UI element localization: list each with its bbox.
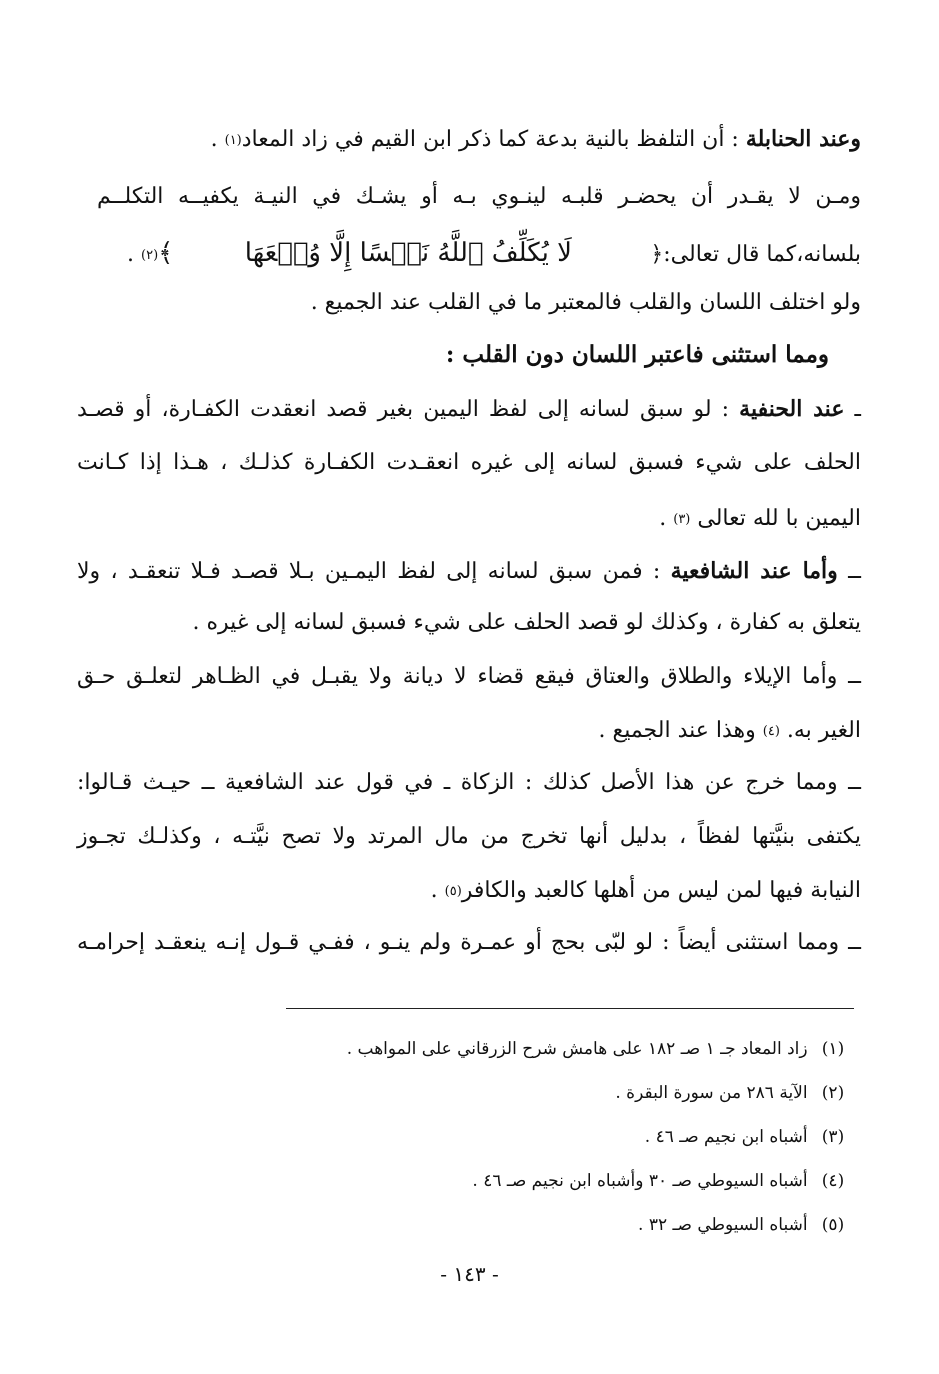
footnote-ref-2: (٢) [141, 248, 159, 263]
footnote-3-text: أشباه ابن نجيم صـ ٤٦ . [644, 1127, 808, 1147]
paragraph-zakat-line1 [77, 766, 861, 800]
hanbali-label: وعند الحنابلة [745, 126, 861, 152]
paragraph-zakat-line2 [77, 820, 861, 854]
paragraph-shafii-line1 [77, 554, 861, 589]
ila-text-1: ــ وأما الإيلاء والطلاق والعتاق فيقع قضاء لا ديانة ولا يقبـل في الظـاهر لتعلـق حـق [77, 664, 861, 689]
paragraph-intention-line2 [77, 236, 861, 273]
footnote-ref-5: (٥) [444, 884, 462, 899]
hanafi-dash: ـ [844, 397, 861, 422]
paragraph-intention-line1 [97, 180, 861, 214]
quran-close-bracket: ﴾ [158, 238, 174, 268]
footnote-3-number: (٣) [821, 1127, 845, 1147]
zakat-text-1: ــ ومما خرج عن هذا الأصل كذلك : الزكاة ـ في قول عند الشافعية ــ حيـث قـالوا: [77, 770, 861, 795]
footnote-4 [293, 1168, 853, 1194]
footnote-2-text: الآية ٢٨٦ من سورة البقرة . [615, 1083, 808, 1103]
paragraph-hanafi-line1 [77, 392, 861, 427]
footnote-divider [286, 1008, 854, 1009]
footnote-ref-4: (٤) [762, 724, 780, 739]
zakat-end: . [430, 878, 445, 903]
footnote-1-text: زاد المعاد جـ ١ صـ ١٨٢ على هامش شرح الزرقاني على المواهب . [346, 1039, 808, 1059]
paragraph-talbiya-line1 [77, 926, 861, 960]
zakat-text-3: النيابة فيها لمن ليس من أهلها كالعبد والكافر [461, 878, 861, 903]
paragraph-hanbali [77, 122, 861, 158]
paragraph-hanafi-line2 [77, 446, 861, 480]
ila-text-2: الغير به. [779, 718, 861, 743]
footnote-ref-3: (٣) [673, 512, 691, 527]
hanbali-end: . [210, 127, 225, 152]
section-heading-text: ومما استثنى فاعتبر اللسان دون القلب : [445, 341, 829, 368]
footnote-5-text: أشباه السيوطي صـ ٣٢ . [638, 1215, 808, 1235]
paragraph-ila-line1 [77, 660, 861, 694]
footnote-5 [293, 1212, 853, 1238]
intention-text-1: ومـن لا يقـدر أن يحضـر قلبـه لينـوي بـه أو يشـك في النيـة يكفيــه التكلــم [97, 184, 861, 209]
footnote-2-number: (٢) [821, 1083, 845, 1103]
hanafi-end: . [659, 506, 674, 531]
intention-end: . [127, 242, 141, 267]
hanafi-label: عند الحنفية [739, 396, 845, 422]
section-heading [77, 338, 829, 372]
zakat-text-2: يكتفى بنيَّتها لفظاً ، بدليل أنها تخرج من مال المرتد ولا تصح نيَّتـه ، وكذلـك تجـوز [77, 824, 861, 849]
footnote-2 [293, 1080, 853, 1106]
paragraph-shafii-line2 [77, 606, 861, 640]
footnote-ref-1: (١) [224, 133, 242, 148]
footnote-1 [293, 1036, 853, 1062]
hanafi-text-1: : لو سبق لسانه إلى لفظ اليمين بغير قصد انعقدت الكفـارة، أو قصـد [77, 397, 740, 422]
footnote-3 [293, 1124, 853, 1150]
shafii-text-1: : فمن سبق لسانه إلى لفظ اليمـين بـلا قصـد فـلا تنعقـد ، ولا [77, 559, 671, 584]
intention-text-2: بلسانه،كما قال تعالى:﴿ [650, 242, 861, 267]
paragraph-ila-line2 [77, 714, 861, 749]
footnote-4-number: (٤) [821, 1171, 845, 1191]
paragraph-hanafi-line3 [77, 502, 861, 537]
quran-verse: لَا يُكَلِّفُ ٱللَّهُ نَفۡسًا إِلَّا وُسۡعَهَا [244, 238, 572, 268]
talbiya-text-1: ــ ومما استثنى أيضاً : لو لبّى بحج أو عمـرة ولم ينـو ، ففـي قـول إنـه ينعقـد إحرامـه [77, 930, 861, 955]
footnote-5-number: (٥) [821, 1215, 845, 1235]
page-number: - ١٤٣ - [440, 1262, 499, 1286]
hanafi-text-3: اليمين با لله تعالى [690, 506, 861, 531]
paragraph-tongue-heart [77, 286, 861, 320]
shafii-text-2: يتعلق به كفارة ، وكذلك لو قصد الحلف على شيء فسبق لسانه إلى غيره . [192, 610, 861, 635]
tongue-heart-text: ولو اختلف اللسان والقلب فالمعتبر ما في القلب عند الجميع . [310, 290, 861, 315]
paragraph-zakat-line3 [77, 874, 861, 909]
shafii-label: وأما عند الشافعية [670, 558, 838, 584]
hanbali-text: : أن التلفظ بالنية بدعة كما ذكر ابن القيم في زاد المعاد [241, 127, 746, 152]
footnote-1-number: (١) [821, 1039, 845, 1059]
hanafi-text-2: الحلف على شيء فسبق لسانه إلى غيره انعقـدت الكفـارة كذلـك ، هـذا إذا كـانت [77, 450, 861, 475]
shafii-dash: ــ [837, 559, 861, 584]
footnote-4-text: أشباه السيوطي صـ ٣٠ وأشباه ابن نجيم صـ ٤٦ . [472, 1171, 808, 1191]
ila-text-2-end: وهذا عند الجميع . [598, 718, 763, 743]
